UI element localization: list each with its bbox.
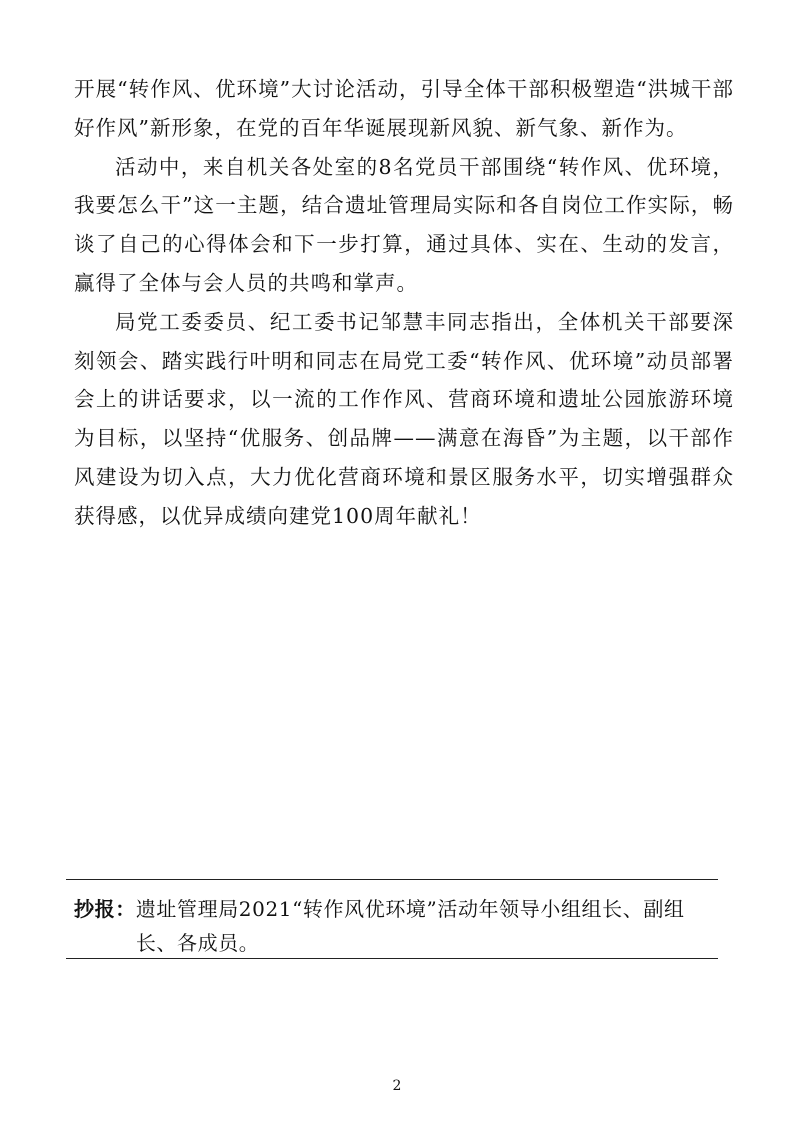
- cc-label: 抄报：: [74, 897, 136, 921]
- cc-section: [74, 892, 722, 960]
- paragraph-remarks: 局党工委委员、纪工委书记邹慧丰同志指出，全体机关干部要深刻领会、踏实践行叶明和同志在局党工委“转作风、优环境”动员部署会上的讲话要求，以一流的工作作风、营商环境和遗址公园旅游环境为目标，以坚持“优服务、创品牌——满意在海昏”为主题，以干部作风建设为切入点，大力优化营商环境和景区服务水平，切实增强群众获得感，以优异成绩向建党100周年献礼！: [74, 309, 734, 528]
- document-body: [74, 70, 734, 536]
- paragraph-continuation: 开展“转作风、优环境”大讨论活动，引导全体干部积极塑造“洪城干部好作风”新形象，在党的百年华诞展现新风貌、新气象、新作为。: [74, 77, 734, 140]
- cc-recipients: 遗址管理局2021“转作风优环境”活动年领导小组组长、副组长、各成员。: [135, 897, 685, 955]
- cc-row: [74, 892, 722, 960]
- cc-bottom-divider: [66, 958, 718, 959]
- cc-top-divider: [66, 879, 718, 880]
- page-number: 2: [392, 1078, 402, 1094]
- paragraph-activity: 活动中，来自机关各处室的8名党员干部围绕“转作风、优环境，我要怎么干”这一主题，结合遗址管理局实际和各自岗位工作实际，畅谈了自己的心得体会和下一步打算，通过具体、实在、生动的发言，赢得了全体与会人员的共鸣和掌声。: [74, 154, 734, 295]
